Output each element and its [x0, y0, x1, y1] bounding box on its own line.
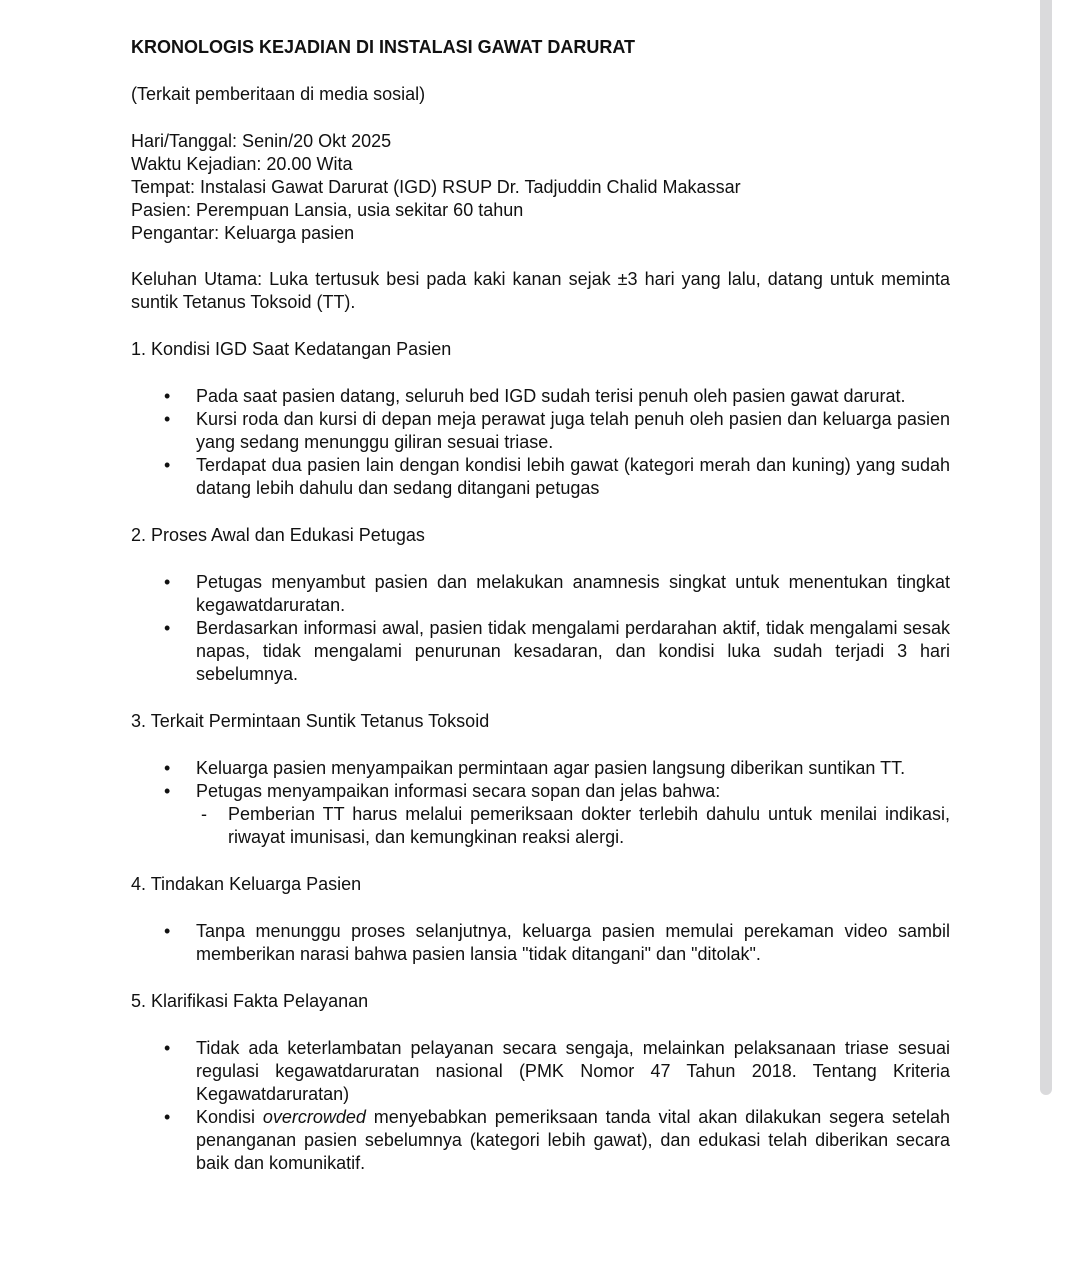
section-heading-3: 3. Terkait Permintaan Suntik Tetanus Toksoid [131, 711, 490, 731]
list-item: • Terdapat dua pasien lain dengan kondisi lebih gawat (kategori merah dan kuning) yang sudah datang lebih dahulu dan sedang ditangani petugas [164, 455, 950, 498]
section-heading-1: 1. Kondisi IGD Saat Kedatangan Pasien [131, 339, 452, 359]
document-page [131, 36, 950, 1175]
bullet-icon: • [164, 409, 171, 429]
section-1-list [131, 385, 950, 500]
list-item: • Tidak ada keterlambatan pelayanan secara sengaja, melainkan pelaksanaan triase sesuai regulasi kegawatdaruratan nasional (PMK Nomor 47 Tahun 2018. Tentang Kriteria Kegawatdaruratan) [164, 1038, 950, 1104]
section-heading-4: 4. Tindakan Keluarga Pasien [131, 874, 362, 894]
list-item: • Kondisi overcrowded menyebabkan pemeriksaan tanda vital akan dilakukan segera setelah penanganan pasien sebelumnya (kategori lebih gawat), dan edukasi telah diberikan secara baik dan komunikatif. [164, 1107, 950, 1173]
detail-patient: Pasien: Perempuan Lansia, usia sekitar 60 tahun [131, 200, 524, 220]
section-4-list [131, 920, 950, 966]
list-item: • Petugas menyampaikan informasi secara sopan dan jelas bahwa: - Pemberian TT harus melalui pemeriksaan dokter terlebih dahulu untuk menilai indikasi, riwayat imunisasi, dan kemungkinan reaksi alergi. [131, 780, 950, 849]
list-item: • Kursi roda dan kursi di depan meja perawat juga telah penuh oleh pasien dan keluarga pasien yang sedang menunggu giliran sesuai triase. [164, 409, 950, 452]
bullet-icon: • [164, 618, 171, 638]
dash-icon: - [201, 804, 207, 824]
list-item: • Pada saat pasien datang, seluruh bed IGD sudah terisi penuh oleh pasien gawat darurat. [164, 386, 906, 406]
emphasis-overcrowded: overcrowded [262, 1107, 366, 1127]
bullet-icon: • [164, 758, 171, 778]
list-item: • Petugas menyambut pasien dan melakukan anamnesis singkat untuk menentukan tingkat kegawatdaruratan. [164, 572, 950, 615]
sub-list-item: - Pemberian TT harus melalui pemeriksaan dokter terlebih dahulu untuk menilai indikasi, riwayat imunisasi, dan kemungkinan reaksi alergi. [201, 804, 950, 847]
section-2-list [131, 571, 950, 686]
section-heading-2: 2. Proses Awal dan Edukasi Petugas [131, 525, 425, 545]
incident-details [131, 130, 950, 245]
list-item: • Berdasarkan informasi awal, pasien tidak mengalami perdarahan aktif, tidak mengalami sesak napas, tidak mengalami penurunan kesadaran, dan kondisi luka sudah terjadi 3 hari sebelumnya. [164, 618, 950, 684]
scrollbar-thumb[interactable] [1040, 0, 1052, 1095]
chief-complaint: Keluhan Utama: Luka tertusuk besi pada kaki kanan sejak ±3 hari yang lalu, datang untuk meminta suntik Tetanus Toksoid (TT). [131, 269, 950, 312]
detail-time: Waktu Kejadian: 20.00 Wita [131, 154, 353, 174]
document-title: KRONOLOGIS KEJADIAN DI INSTALASI GAWAT DARURAT [131, 37, 635, 57]
detail-companion: Pengantar: Keluarga pasien [131, 223, 355, 243]
section-heading-5: 5. Klarifikasi Fakta Pelayanan [131, 991, 369, 1011]
section-5-list [131, 1037, 950, 1175]
list-item: • Tanpa menunggu proses selanjutnya, keluarga pasien memulai perekaman video sambil memberikan narasi bahwa pasien lansia "tidak ditangani" dan "ditolak". [164, 921, 950, 964]
bullet-icon: • [164, 921, 171, 941]
detail-date: Hari/Tanggal: Senin/20 Okt 2025 [131, 131, 392, 151]
section-3-list [131, 757, 950, 849]
bullet-icon: • [164, 386, 171, 406]
detail-location: Tempat: Instalasi Gawat Darurat (IGD) RSUP Dr. Tadjuddin Chalid Makassar [131, 177, 741, 197]
bullet-icon: • [164, 1107, 171, 1127]
document-subtitle: (Terkait pemberitaan di media sosial) [131, 84, 426, 104]
bullet-icon: • [164, 1038, 171, 1058]
bullet-icon: • [164, 572, 171, 592]
list-item: • Keluarga pasien menyampaikan permintaan agar pasien langsung diberikan suntikan TT. [164, 758, 906, 778]
bullet-icon: • [164, 455, 171, 475]
bullet-icon: • [164, 781, 171, 801]
